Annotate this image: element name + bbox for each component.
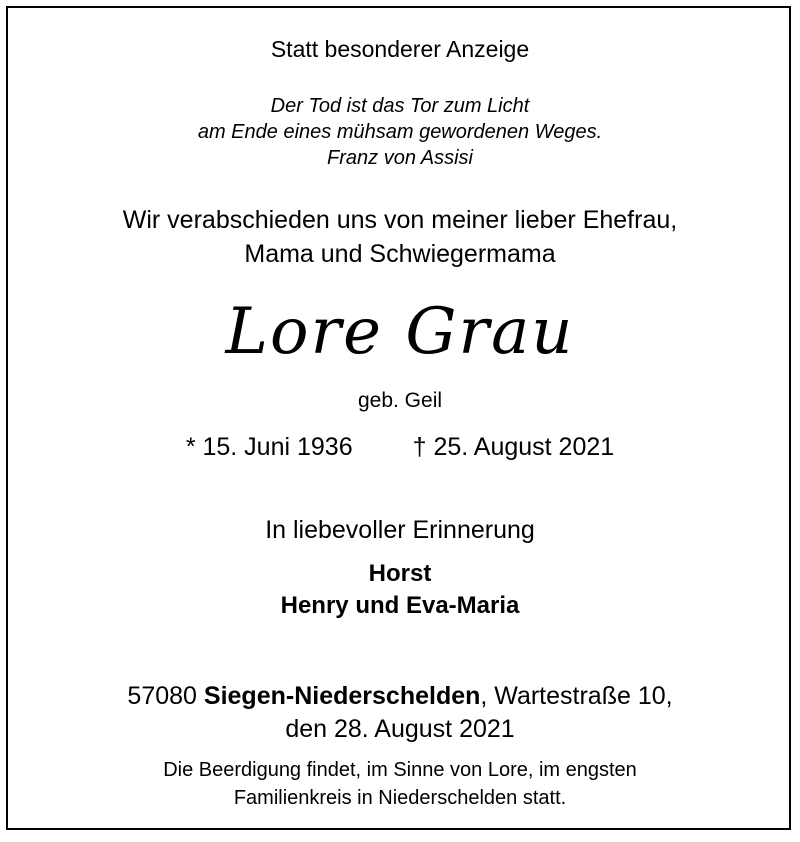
farewell-line-1: Wir verabschieden uns von meiner lieber Ehefrau, <box>122 206 678 234</box>
notice-date: den 28. August 2021 <box>285 715 515 743</box>
birth-date: * 15. Juni 1936 <box>185 433 353 461</box>
funeral-note-line-2: Familienkreis in Niederschelden statt. <box>233 787 567 809</box>
address-zip: 57080 <box>127 682 197 710</box>
quote-author: Franz von Assisi <box>327 147 473 169</box>
farewell-line-2: Mama und Schwiegermama <box>244 240 556 268</box>
maiden-name: geb. Geil <box>357 389 443 412</box>
life-dates <box>0 435 800 460</box>
address-city: Siegen-Niederschelden <box>203 682 481 710</box>
deceased-name: Lore Grau <box>225 295 575 369</box>
address-street: , Wartestraße 10, <box>480 682 673 710</box>
address-line <box>0 684 800 709</box>
death-date: † 25. August 2021 <box>412 433 615 461</box>
funeral-note-line-1: Die Beerdigung findet, im Sinne von Lore, im engsten <box>163 759 637 781</box>
mourner-spouse: Horst <box>368 560 432 587</box>
memory-line: In liebevoller Erinnerung <box>265 516 535 544</box>
quote-line-1: Der Tod ist das Tor zum Licht <box>270 95 530 117</box>
mourner-children: Henry und Eva-Maria <box>280 592 520 619</box>
quote-line-2: am Ende eines mühsam gewordenen Weges. <box>197 121 603 143</box>
notice-heading: Statt besonderer Anzeige <box>270 36 530 62</box>
